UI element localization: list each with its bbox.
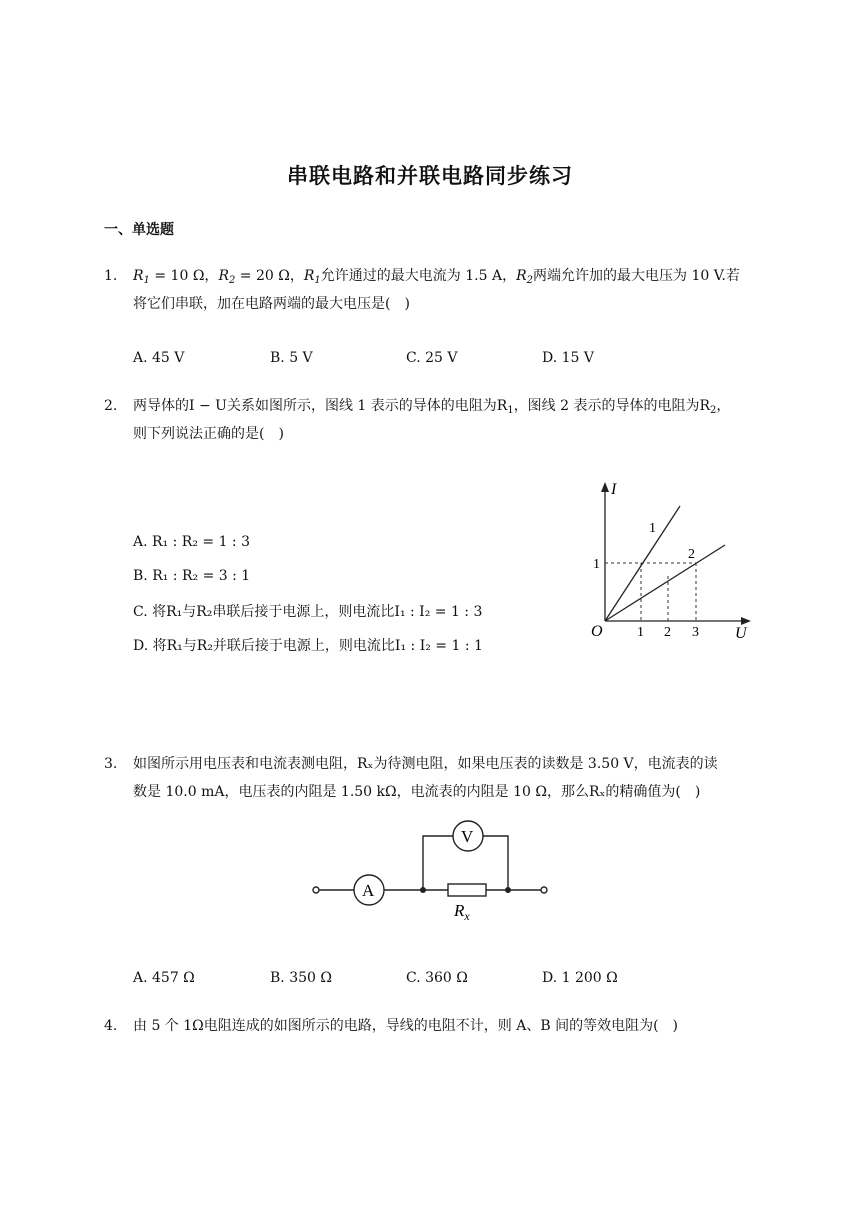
ammeter-label: A [362,881,375,900]
label-line-1: 1 [649,521,656,536]
label-x-tick-1: 1 [637,625,644,640]
q2-option-b: B. R₁ : R₂ = 3 : 1 [133,568,251,584]
label-x-tick-2: 2 [664,625,671,640]
q3-option-c: C. 360 Ω [406,970,468,986]
circuit-diagram [305,815,555,925]
question-4-text [133,1012,759,1040]
q1-option-b: B. 5 V [270,350,313,366]
q3-line2: 数是 10.0 mA，电压表的内阻是 1.50 kΩ，电流表的内阻是 10 Ω，那么Rₓ的精确值为( ) [133,784,701,800]
label-y-tick: 1 [593,557,600,572]
junction-left [420,887,426,893]
page-title: 串联电路和并联电路同步练习 [287,164,573,188]
q3-option-d: D. 1 200 Ω [542,970,618,986]
terminal-right [541,887,547,893]
label-u: U [735,625,747,642]
var-r2b: $R_2$ [516,268,533,286]
q3-line1: 如图所示用电压表和电流表测电阻，Rₓ为待测电阻，如果电压表的读数是 3.50 V，电流表的读 [133,756,718,772]
q1-frag-c: = 20 Ω， [235,268,304,284]
question-3-number: 3. [104,756,118,772]
question-3-text [133,750,759,806]
section-heading: 一、单选题 [104,222,174,238]
q1-frag-e: 两端允许加的最大电压为 10 V.若 [533,268,740,284]
q2-line2: 则下列说法正确的是( ) [133,426,284,442]
resistor-rx [448,884,486,896]
resistor-label: $R_x$ [454,901,470,923]
label-origin: O [591,623,603,640]
q3-option-b: B. 350 Ω [270,970,332,986]
label-line-2: 2 [688,547,695,562]
question-2-number: 2. [104,398,118,414]
question-1-number: 1. [104,268,118,284]
q1-option-a: A. 45 V [133,350,185,366]
q1-option-d: D. 15 V [542,350,595,366]
var-r1b: $R_1$ [303,268,321,286]
question-4-number: 4. [104,1018,118,1034]
q2-frag-1: 两导体的I − U关系如图所示，图线 1 表示的导体的电阻为R [133,398,508,414]
q1-frag-d: 允许通过的最大电流为 1.5 A， [320,268,517,284]
label-i: I [611,481,617,498]
q4-line1: 由 5 个 1Ω电阻连成的如图所示的电路，导线的电阻不计，则 A、B 间的等效电阻为( ) [133,1018,678,1034]
question-1-text [133,262,759,318]
graph-line-2 [605,545,725,621]
u-axis-arrow [741,617,751,625]
q1-line2: 将它们串联，加在电路两端的最大电压是( ) [133,296,410,312]
question-2-text: 两导体的I − U关系如图所示，图线 1 表示的导体的电阻为$R_1$，图线 2 表示的导体的电阻为$R_2$， 则下列说法正确的是( ) [133,398,731,442]
i-axis-arrow [601,482,609,492]
wire-voltmeter-left [423,836,453,890]
terminal-left [313,887,319,893]
q1-option-c: C. 25 V [406,350,458,366]
q2-option-c: C. 将R₁与R₂串联后接于电源上，则电流比I₁ : I₂ = 1 : 3 [133,604,483,620]
q2-frag-2: ，图线 2 表示的导体的电阻为R [513,398,711,414]
wire-voltmeter-right [483,836,508,890]
q2-option-a: A. R₁ : R₂ = 1 : 3 [133,534,250,550]
voltmeter-label: V [461,827,474,846]
label-x-tick-3: 3 [692,625,699,640]
q2-option-d: D. 将R₁与R₂并联后接于电源上，则电流比I₁ : I₂ = 1 : 1 [133,638,483,654]
q3-option-a: A. 457 Ω [133,970,195,986]
var-r1: $R_1$ [133,268,150,286]
junction-right [505,887,511,893]
q1-frag-b: = 10 Ω， [149,268,219,284]
iu-graph [585,478,760,648]
var-r2: $R_2$ [218,268,236,286]
